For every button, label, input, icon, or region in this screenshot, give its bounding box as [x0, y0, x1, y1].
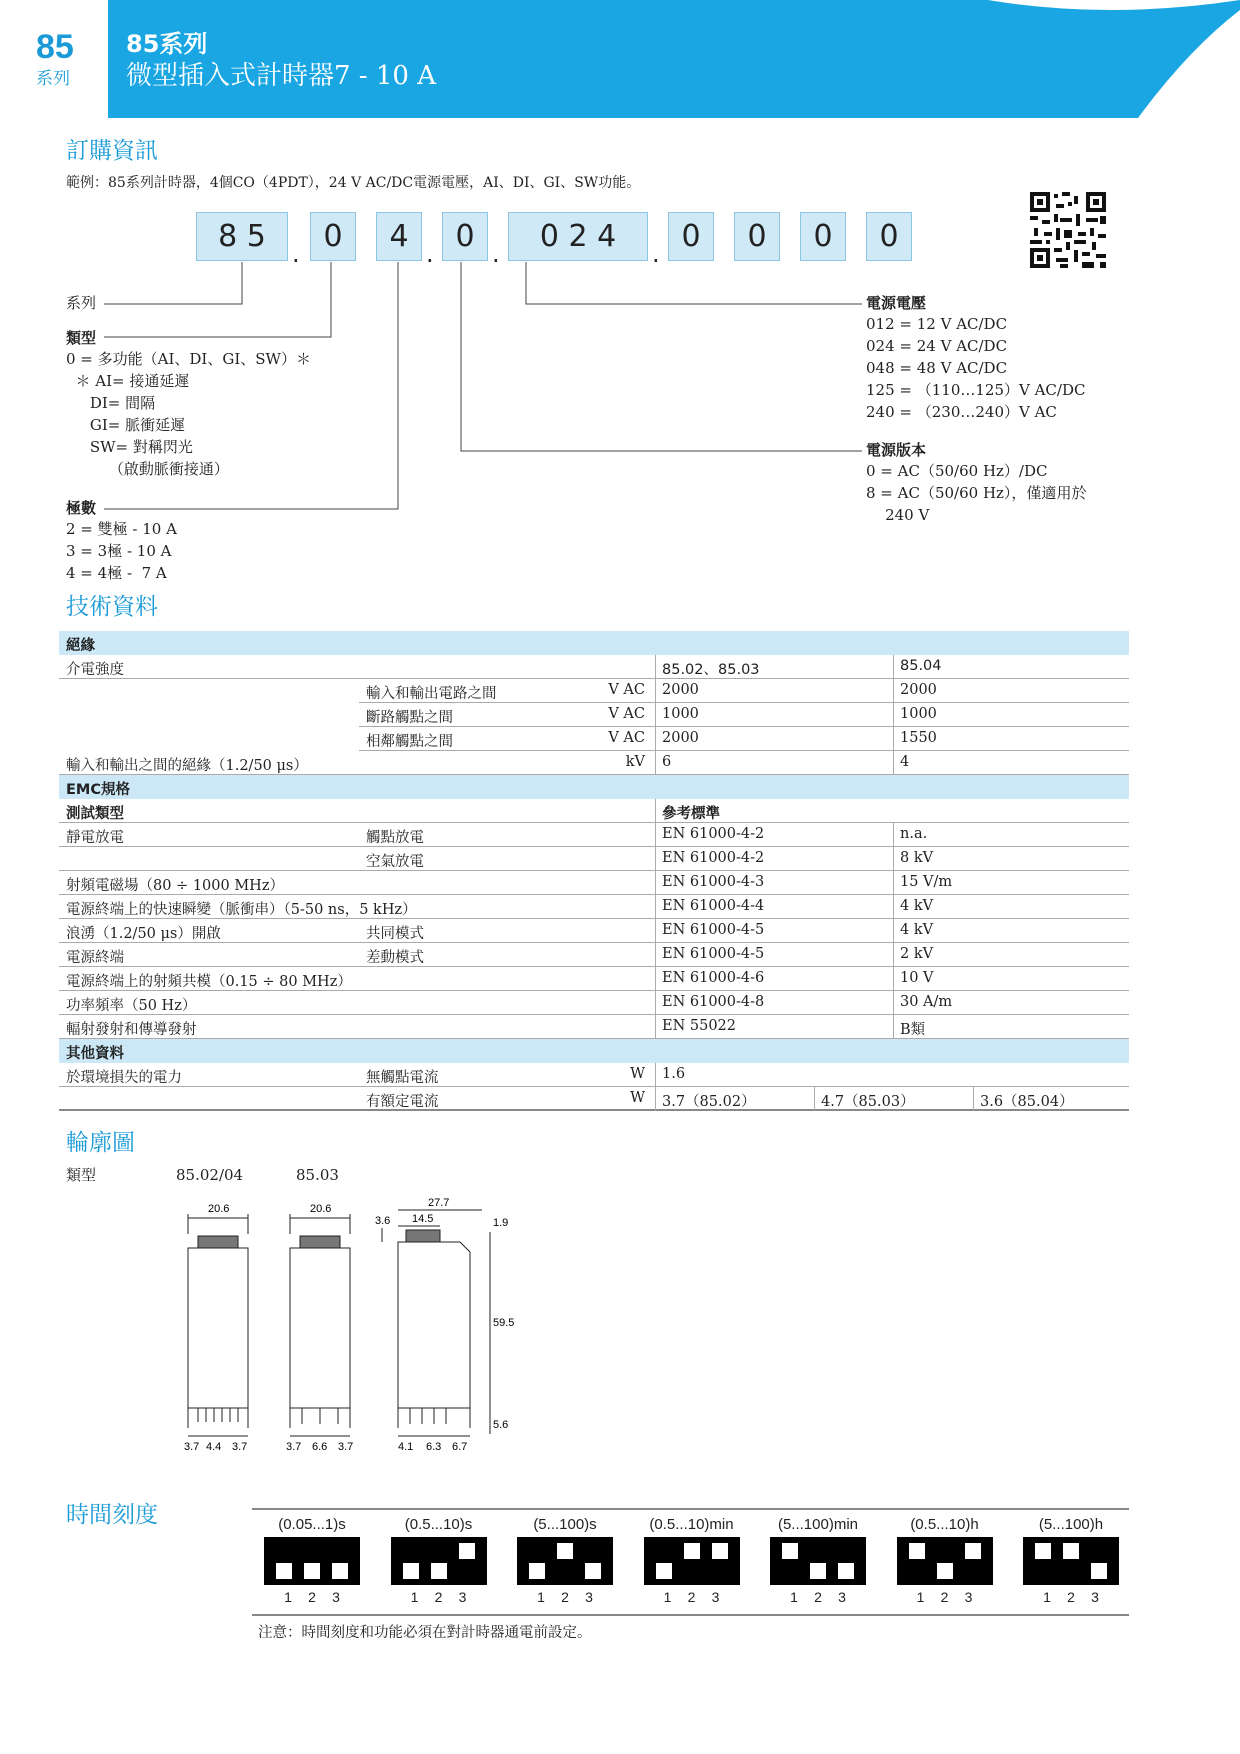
dip-switch — [264, 1537, 360, 1585]
scale-label: (5...100)s — [533, 1516, 597, 1533]
dip-switch-number: 1 — [790, 1589, 798, 1605]
row-unit: V AC — [608, 730, 645, 746]
voltage-line: 024 = 24 V AC/DC — [866, 337, 1008, 355]
dip-switch-position — [684, 1543, 700, 1559]
emc-subtest: 觸點放電 — [366, 830, 424, 846]
other-header — [59, 1039, 1129, 1063]
emc-value: 10 V — [900, 970, 934, 986]
row-label: 斷路觸點之間 — [366, 710, 453, 726]
dip-switch-number: 2 — [1067, 1589, 1075, 1605]
code-dot: . — [426, 240, 434, 268]
type-line: SW= 對稱閃光 — [66, 438, 193, 456]
ordering-title: 訂購資訊 — [66, 138, 158, 164]
emc-value: n.a. — [900, 826, 928, 842]
dip-switch-position — [1035, 1543, 1051, 1559]
test-type-header: 測試類型 — [66, 806, 124, 822]
code-box-poles: 4 — [376, 212, 422, 261]
emc-test: 功率頻率（50 Hz） — [66, 998, 197, 1014]
table-row — [359, 703, 1129, 727]
scales-top-rule — [252, 1508, 1129, 1510]
dip-switch-position — [965, 1543, 981, 1559]
poles-line: 3 = 3極 - 10 A — [66, 542, 172, 560]
version-heading: 電源版本 — [866, 441, 927, 459]
scales-title: 時間刻度 — [66, 1502, 158, 1528]
outline-drawing — [170, 1196, 530, 1466]
table-row — [359, 727, 1129, 751]
dim-w1: 20.6 — [208, 1203, 230, 1215]
emc-value: B類 — [900, 1022, 926, 1038]
row-unit: W — [630, 1090, 645, 1106]
table-row — [59, 1087, 1129, 1111]
emc-value: 4 kV — [900, 898, 934, 914]
dip-switch — [644, 1537, 740, 1585]
version-line: 240 V — [866, 506, 930, 524]
dim-p2: 4.4 — [206, 1441, 222, 1453]
col-header-8502: 85.02、85.03 — [662, 662, 760, 678]
dip-switch-position — [332, 1563, 348, 1579]
dip-switch-position — [557, 1543, 573, 1559]
dip-switch-position — [838, 1563, 854, 1579]
dim-h4: 5.6 — [493, 1419, 509, 1431]
type-line: 0 = 多功能（AI、DI、GI、SW）＊ — [66, 350, 311, 368]
dip-switch — [770, 1537, 866, 1585]
emc-test: 靜電放電 — [66, 830, 124, 846]
type-line: ＊ AI= 接通延遲 — [66, 372, 190, 390]
emc-row — [59, 847, 1129, 871]
type-heading: 類型 — [66, 329, 97, 347]
table-row — [59, 655, 1129, 679]
emc-standard: EN 61000-4-8 — [662, 994, 765, 1010]
dip-switch-numbers — [1023, 1589, 1119, 1605]
row-value: 4 — [900, 754, 910, 770]
row-value: 1000 — [900, 706, 937, 722]
dip-switch-number: 3 — [964, 1589, 973, 1605]
row-label: 相鄰觸點之間 — [366, 734, 453, 750]
code-box-digit: 0 — [734, 212, 780, 261]
emc-value: 4 kV — [900, 922, 934, 938]
type-line: GI= 脈衝延遲 — [66, 416, 186, 434]
emc-test: 浪湧（1.2/50 μs）開啟 — [66, 926, 221, 942]
row-unit: V AC — [608, 706, 645, 722]
poles-line: 2 = 雙極 - 10 A — [66, 520, 177, 538]
dip-switch — [897, 1537, 993, 1585]
dip-switch-numbers — [517, 1589, 613, 1605]
table-row — [59, 799, 1129, 823]
code-dot: . — [652, 240, 660, 268]
version-line: 0 = AC（50/60 Hz）/DC — [866, 462, 1048, 480]
header-title-line1: 85系列 — [126, 30, 208, 58]
emc-test: 射頻電磁場（80 ÷ 1000 MHz） — [66, 878, 284, 894]
scale-label: (0.05...1)s — [278, 1516, 346, 1533]
emc-subtest: 差動模式 — [366, 950, 424, 966]
dip-switch-position — [276, 1563, 292, 1579]
dip-switch-numbers — [897, 1589, 993, 1605]
row-value: 1.6 — [662, 1066, 686, 1082]
dim-w2: 20.6 — [310, 1203, 332, 1215]
series-label-text: 系列 — [66, 294, 97, 312]
dip-switch-number: 2 — [814, 1589, 822, 1605]
table-row — [59, 1063, 1129, 1087]
voltage-heading: 電源電壓 — [866, 294, 927, 312]
row-unit: kV — [625, 754, 645, 770]
dim-p1: 3.7 — [184, 1441, 200, 1453]
poles-line: 4 = 4極 - 7 A — [66, 564, 167, 582]
header-title-line2: 微型插入式計時器7 - 10 A — [126, 61, 436, 91]
emc-label: EMC規格 — [66, 782, 130, 798]
other-label: 其他資料 — [66, 1046, 124, 1062]
code-box-type: 0 — [310, 212, 356, 261]
scale-label: (5...100)h — [1038, 1516, 1104, 1533]
dim-p8: 6.3 — [426, 1441, 442, 1453]
code-dot: . — [292, 240, 300, 268]
dip-switch-position — [403, 1563, 419, 1579]
dip-switch — [517, 1537, 613, 1585]
scale-label: (0.5...10)h — [910, 1516, 979, 1533]
emc-standard: EN 61000-4-6 — [662, 970, 765, 986]
emc-row — [59, 991, 1129, 1015]
row-value: 2000 — [900, 682, 937, 698]
version-line: 8 = AC（50/60 Hz），僅適用於 — [866, 484, 1087, 502]
row-label: 輸入和輸出電路之間 — [366, 686, 497, 702]
dip-switch-position — [1063, 1543, 1079, 1559]
dip-switch-position — [937, 1563, 953, 1579]
row-value: 3.7（85.02） — [662, 1094, 756, 1110]
emc-row — [59, 895, 1129, 919]
dip-switch-number: 3 — [332, 1589, 340, 1605]
poles-heading: 極數 — [66, 499, 97, 517]
voltage-line: 048 = 48 V AC/DC — [866, 359, 1008, 377]
code-box-version: 0 — [442, 212, 488, 261]
ordering-leader-lines — [0, 0, 1240, 600]
ordering-example: 範例：85系列計時器，4個CO（4PDT），24 V AC/DC電源電壓，AI、DI、GI、SW功能。 — [66, 175, 641, 191]
dielectric-label: 介電強度 — [66, 662, 124, 678]
scales-bottom-rule — [252, 1614, 1129, 1616]
dip-switch-number: 3 — [838, 1589, 846, 1605]
row-value: 1000 — [662, 706, 699, 722]
emc-standard: EN 61000-4-3 — [662, 874, 765, 890]
dim-h2: 1.9 — [493, 1217, 509, 1229]
dip-switch-numbers — [770, 1589, 866, 1605]
dip-switch-position — [909, 1543, 925, 1559]
dip-switch-number: 3 — [711, 1589, 720, 1605]
row-value: 6 — [662, 754, 672, 770]
dip-switch-position — [1091, 1563, 1107, 1579]
dim-h1: 3.6 — [375, 1215, 391, 1227]
emc-row — [59, 871, 1129, 895]
scale-label: (0.5...10)min — [649, 1516, 734, 1533]
voltage-line: 012 = 12 V AC/DC — [866, 315, 1008, 333]
tech-title: 技術資料 — [66, 594, 158, 620]
row-sublabel: 有額定電流 — [366, 1094, 439, 1110]
insulation-label: 絕緣 — [66, 638, 95, 654]
emc-test: 輻射發射和傳導發射 — [66, 1022, 197, 1038]
outline-type-b: 85.03 — [296, 1166, 339, 1184]
dip-switch-number: 2 — [687, 1589, 696, 1605]
voltage-line: 240 = （230…240）V AC — [866, 403, 1057, 421]
dip-switch-number: 1 — [663, 1589, 672, 1605]
dip-switch — [391, 1537, 487, 1585]
logo-text: finder — [992, 47, 1081, 84]
dip-switch-number: 1 — [916, 1589, 925, 1605]
dim-w4: 14.5 — [412, 1213, 434, 1225]
col-header-8504: 85.04 — [900, 658, 942, 674]
dip-switch — [1023, 1537, 1119, 1585]
table-row — [359, 679, 1129, 703]
dip-switch-number: 3 — [585, 1589, 593, 1605]
scales-note: 注意：時間刻度和功能必須在對計時器通電前設定。 — [258, 1625, 592, 1641]
emc-subtest: 共同模式 — [366, 926, 424, 942]
dip-switch-position — [431, 1563, 447, 1579]
code-box-digit: 0 — [668, 212, 714, 261]
emc-standard: EN 61000-4-5 — [662, 922, 765, 938]
row-value: 4.7（85.03） — [821, 1094, 915, 1110]
row-value: 2000 — [662, 682, 699, 698]
scale-label: (5...100)min — [777, 1516, 859, 1533]
emc-row — [59, 1015, 1129, 1039]
emc-subtest: 空氣放電 — [366, 854, 424, 870]
dip-switch-number: 2 — [561, 1589, 569, 1605]
dim-p3: 3.7 — [232, 1441, 248, 1453]
code-dot: . — [492, 240, 500, 268]
dim-p7: 4.1 — [398, 1441, 414, 1453]
dip-switch-numbers — [264, 1589, 360, 1605]
dip-switch-position — [529, 1563, 545, 1579]
emc-value: 30 A/m — [900, 994, 953, 1010]
ref-std-header: 參考標準 — [662, 806, 720, 822]
emc-test: 電源終端上的射頻共模（0.15 ÷ 80 MHz） — [66, 974, 352, 990]
dip-switch-number: 2 — [940, 1589, 949, 1605]
emc-row — [59, 943, 1129, 967]
emc-test: 電源終端 — [66, 950, 124, 966]
row-label: 輸入和輸出之間的絕緣（1.2/50 μs） — [66, 758, 308, 774]
emc-standard: EN 61000-4-4 — [662, 898, 765, 914]
dip-switch-position — [304, 1563, 320, 1579]
dip-switch-position — [782, 1543, 798, 1559]
code-box-digit: 0 — [866, 212, 912, 261]
emc-row — [59, 919, 1129, 943]
row-sublabel: 無觸點電流 — [366, 1070, 439, 1086]
row-unit: V AC — [608, 682, 645, 698]
dip-switch-number: 1 — [410, 1589, 419, 1605]
dip-switch-number: 2 — [308, 1589, 316, 1605]
voltage-line: 125 = （110…125）V AC/DC — [866, 381, 1086, 399]
type-line: （啟動脈衝接通） — [66, 460, 229, 478]
type-line: DI= 間隔 — [66, 394, 156, 412]
dim-h3: 59.5 — [493, 1317, 515, 1329]
dip-switch-numbers — [391, 1589, 487, 1605]
emc-value: 8 kV — [900, 850, 934, 866]
emc-header — [59, 775, 1129, 799]
code-box-digit: 0 — [800, 212, 846, 261]
row-unit: W — [630, 1066, 645, 1082]
emc-standard: EN 61000-4-2 — [662, 826, 765, 842]
emc-value: 15 V/m — [900, 874, 953, 890]
emc-row — [59, 967, 1129, 991]
emc-row — [59, 823, 1129, 847]
outline-type-label: 類型 — [66, 1166, 97, 1184]
emc-standard: EN 61000-4-5 — [662, 946, 765, 962]
dim-p5: 6.6 — [312, 1441, 328, 1453]
row-value: 1550 — [900, 730, 937, 746]
emc-value: 2 kV — [900, 946, 934, 962]
row-label: 於環境損失的電力 — [66, 1070, 182, 1086]
row-value: 2000 — [662, 730, 699, 746]
dip-switch-number: 3 — [458, 1589, 467, 1605]
code-box-series: 8 5 — [196, 212, 288, 261]
table-row — [59, 751, 1129, 775]
dip-switch-numbers — [644, 1589, 740, 1605]
dip-switch-number: 2 — [434, 1589, 443, 1605]
dip-switch-number: 3 — [1091, 1589, 1099, 1605]
emc-standard: EN 55022 — [662, 1018, 737, 1034]
code-box-voltage: 0 2 4 — [508, 212, 648, 261]
dip-switch-position — [656, 1563, 672, 1579]
insulation-header — [59, 631, 1129, 655]
dip-switch-position — [585, 1563, 601, 1579]
row-value: 3.6（85.04） — [980, 1094, 1074, 1110]
dip-switch-position — [810, 1563, 826, 1579]
series-label: 系列 — [36, 69, 70, 89]
dim-w3: 27.7 — [428, 1197, 450, 1209]
dip-switch-position — [459, 1543, 475, 1559]
outline-type-a: 85.02/04 — [176, 1166, 244, 1184]
dip-switch-number: 1 — [1043, 1589, 1051, 1605]
dip-switch-number: 1 — [284, 1589, 292, 1605]
dim-p6: 3.7 — [338, 1441, 354, 1453]
outline-title: 輪廓圖 — [66, 1130, 135, 1156]
dip-switch-position — [712, 1543, 728, 1559]
emc-test: 電源終端上的快速瞬變（脈衝串）（5-50 ns，5 kHz） — [66, 902, 417, 918]
series-number: 85 — [36, 28, 74, 66]
dip-switch-number: 1 — [537, 1589, 545, 1605]
emc-standard: EN 61000-4-2 — [662, 850, 765, 866]
dim-p4: 3.7 — [286, 1441, 302, 1453]
scale-label: (0.5...10)s — [404, 1516, 473, 1533]
dim-p9: 6.7 — [452, 1441, 468, 1453]
